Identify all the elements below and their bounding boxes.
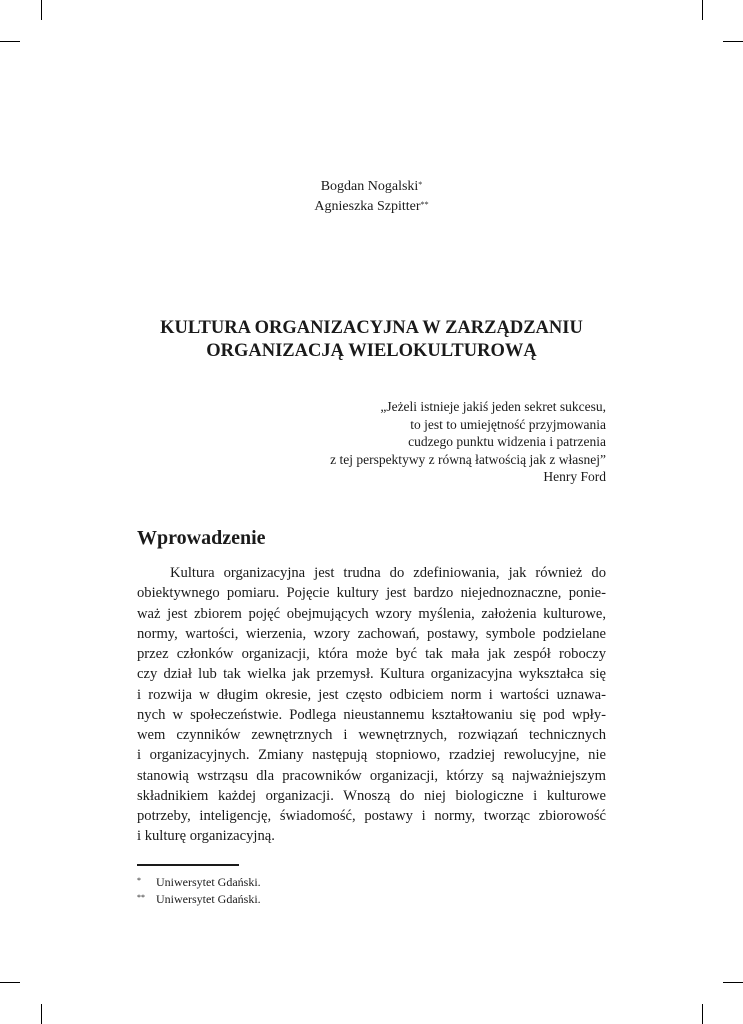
paragraph-line: stanowią wstrząsu dla pracowników organizacji, którzy są najważniejszym: [137, 767, 606, 784]
author: Bogdan Nogalski*: [320, 179, 423, 194]
paragraph-line: składnikiem każdej organizacji. Wnoszą do niej biologiczne i kulturowe: [137, 787, 606, 804]
footnote-ref: **: [420, 200, 429, 209]
footnote-ref: *: [418, 180, 423, 189]
paragraph-line: i organizacyjnych. Zmiany następują stopniowo, rzadziej rewolucyjne, nie: [137, 747, 606, 764]
epigraph-line: „Jeżeli istnieje jakiś jeden sekret sukcesu,: [380, 399, 606, 414]
paragraph-line: normy, wartości, wierzenia, wzory zachowań, postawy, symbole podzielane: [137, 625, 606, 642]
footnote-text: Uniwersytet Gdański.: [156, 892, 261, 906]
epigraph-line: cudzego punktu widzenia i patrzenia: [408, 434, 606, 449]
epigraph-attribution: Henry Ford: [543, 469, 606, 484]
author-list: [0, 177, 743, 217]
crop-mark-top-left-h: [0, 41, 20, 42]
paragraph-line: czy dział lub tak wielka jak przemysł. Kultura organizacyjna wykształca się: [137, 666, 606, 683]
paragraph-line: wem czynników zewnętrznych i wewnętrznych, rozwiązań technicznych: [137, 727, 606, 743]
footnote-text: Uniwersytet Gdański.: [156, 875, 261, 889]
footnote-divider: [137, 864, 239, 866]
footnote-mark: *: [137, 876, 141, 885]
crop-mark-bottom-left-v: [41, 1004, 42, 1024]
crop-mark-top-left-v: [41, 0, 42, 20]
paragraph-line: waż jest zbiorem pojęć obejmujących wzory myślenia, założenia kulturowe,: [137, 605, 606, 622]
crop-mark-bottom-right-v: [702, 1004, 703, 1024]
paragraph-line: przez członków organizacji, która może być tak mała jak zespół roboczy: [137, 646, 606, 662]
title-line: ORGANIZACJĄ WIELOKULTUROWĄ: [206, 341, 537, 361]
paragraph-line: obiektywnego pomiaru. Pojęcie kultury jest bardzo niejednoznaczne, ponie-: [137, 585, 606, 602]
epigraph-line: to jest to umiejętność przyjmowania: [410, 416, 606, 432]
footnote-mark: **: [137, 893, 145, 902]
epigraph-line: z tej perspektywy z równą łatwością jak z własnej”: [330, 451, 606, 467]
title-line: KULTURA ORGANIZACYJNA W ZARZĄDZANIU: [160, 318, 583, 338]
crop-mark-bottom-left-h: [0, 982, 20, 983]
article-title: [0, 317, 743, 363]
author: Agnieszka Szpitter**: [314, 199, 429, 214]
paragraph-line: potrzeby, inteligencję, świadomość, postawy i normy, tworząc zbiorowość: [137, 808, 606, 824]
crop-mark-top-right-h: [723, 41, 743, 42]
paragraph-line: i rozwija w długim okresie, jest często odbiciem norm i wartości uznawa-: [137, 686, 606, 703]
section-heading: Wprowadzenie: [137, 527, 266, 549]
epigraph: [330, 398, 606, 486]
footnotes: [137, 874, 261, 908]
crop-mark-bottom-right-h: [723, 982, 743, 983]
crop-mark-top-right-v: [702, 0, 703, 20]
paragraph-line: i kulturę organizacyjną.: [137, 828, 275, 845]
paragraph-line: Kultura organizacyjna jest trudna do zdefiniowania, jak również do: [170, 565, 606, 581]
footnote: [137, 891, 261, 908]
paragraph-line: nych w społeczeństwie. Podlega nieustannemu kształtowaniu się pod wpły-: [137, 706, 606, 723]
body-paragraph: [137, 563, 606, 847]
